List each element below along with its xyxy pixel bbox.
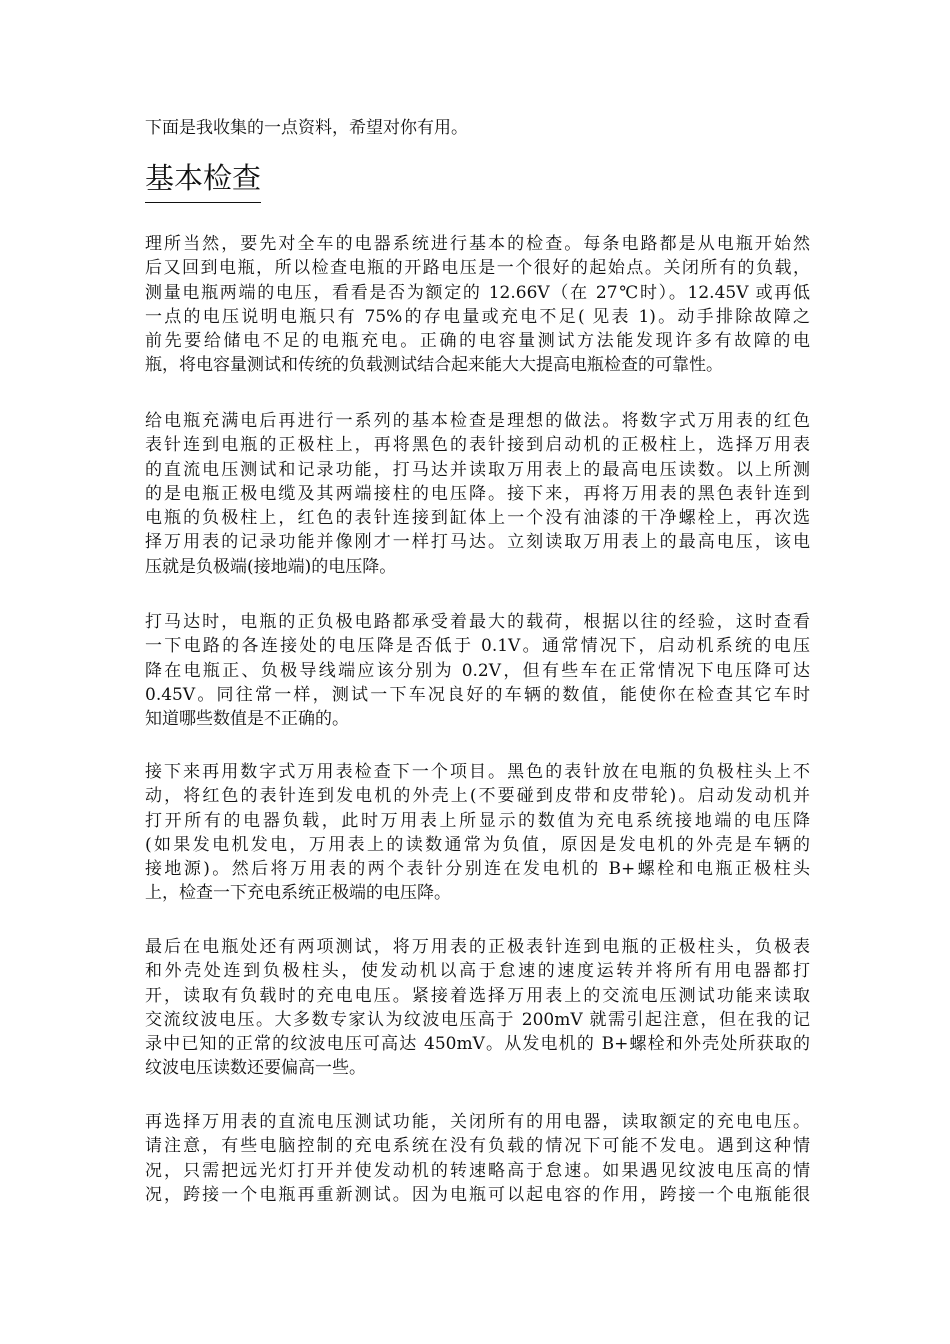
paragraph-line: (如果发电机发电，万用表上的读数通常为负值，原因是发电机的外壳是车辆的 [145,834,810,855]
paragraph-line: 理所当然，要先对全车的电器系统进行基本的检查。每条电路都是从电瓶开始然 [145,234,810,254]
paragraph-line: 接地源)。然后将万用表的两个表针分别连在发电机的 B+螺栓和电瓶正极柱头 [145,859,810,880]
paragraph-line: 动，将红色的表针连到发电机的外壳上(不要碰到皮带和皮带轮)。启动发动机并 [145,786,810,807]
paragraph-line: 一点的电压说明电瓶只有 75%的存电量或充电不足( 见表 1)。动手排除故障之 [145,306,810,327]
paragraph-5 [145,935,810,1081]
paragraph-line: 的直流电压测试和记录功能，打马达并读取万用表上的最高电压读数。以上所测 [145,459,810,480]
paragraph-line: 0.45V。同往常一样，测试一下车况良好的车辆的数值，能使你在检查其它车时 [145,684,810,705]
paragraph-line: 表针连到电瓶的正极柱上，再将黑色的表针接到启动机的正极柱上，选择万用表 [145,435,810,456]
intro-text: 下面是我收集的一点资料，希望对你有用。 [145,118,468,138]
paragraph-line: 录中已知的正常的纹波电压可高达 450mV。从发电机的 B+螺栓和外壳处所获取的 [145,1034,810,1055]
paragraph-line: 和外壳处连到负极柱头，使发动机以高于怠速的速度运转并将所有用电器都打 [145,961,810,982]
paragraph-line: 开，读取有负载时的充电电压。紧接着选择万用表上的交流电压测试功能来读取 [145,985,810,1006]
paragraph-line: 给电瓶充满电后再进行一系列的基本检查是理想的做法。将数字式万用表的红色 [145,411,810,431]
paragraph-line: 纹波电压读数还要偏高一些。 [145,1058,366,1079]
paragraph-line: 请注意，有些电脑控制的充电系统在没有负载的情况下可能不发电。遇到这种情 [145,1136,810,1157]
paragraph-line: 况，只需把远光灯打开并使发动机的转速略高于怠速。如果遇见纹波电压高的情 [145,1160,810,1181]
paragraph-line: 知道哪些数值是不正确的。 [145,709,349,730]
paragraph-line: 降在电瓶正、负极导线端应该分别为 0.2V，但有些车在正常情况下电压降可达 [145,660,810,681]
paragraph-line: 一下电路的各连接处的电压降是否低于 0.1V。通常情况下，启动机系统的电压 [145,636,810,657]
paragraph-1 [145,232,810,378]
paragraph-line: 再选择万用表的直流电压测试功能，关闭所有的用电器，读取额定的充电电压。 [145,1112,810,1132]
paragraph-line: 的是电瓶正极电缆及其两端接柱的电压降。接下来，再将万用表的黑色表针连到 [145,483,810,504]
paragraph-line: 接下来再用数字式万用表检查下一个项目。黑色的表针放在电瓶的负极柱头上不 [145,762,810,782]
paragraph-line: 择万用表的记录功能并像刚才一样打马达。立刻读取万用表上的最高电压，该电 [145,532,810,553]
paragraph-line: 电瓶的负极柱上，红色的表针连接到缸体上一个没有油漆的干净螺栓上，再次选 [145,508,810,529]
paragraph-4 [145,760,810,906]
paragraph-line: 后又回到电瓶，所以检查电瓶的开路电压是一个很好的起始点。关闭所有的负载， [145,258,810,279]
paragraph-line: 前先要给储电不足的电瓶充电。正确的电容量测试方法能发现许多有故障的电 [145,331,810,352]
paragraph-line: 交流纹波电压。大多数专家认为纹波电压高于 200mV 就需引起注意，但在我的记 [145,1009,810,1030]
paragraph-line: 打开所有的电器负载，此时万用表上所显示的数值为充电系统接地端的电压降 [145,810,810,831]
paragraph-line: 最后在电瓶处还有两项测试，将万用表的正极表针连到电瓶的正极柱头，负极表 [145,937,810,957]
paragraph-line: 打马达时，电瓶的正负极电路都承受着最大的载荷，根据以往的经验，这时查看 [145,612,810,632]
paragraph-2 [145,409,810,579]
paragraph-3 [145,610,810,731]
paragraph-line: 压就是负极端(接地端)的电压降。 [145,556,397,577]
paragraph-line: 瓶，将电容量测试和传统的负载测试结合起来能大大提高电瓶检查的可靠性。 [145,355,723,376]
paragraph-line: 上，检查一下充电系统正极端的电压降。 [145,883,451,904]
section-heading: 基本检查 [145,158,261,203]
paragraph-line: 测量电瓶两端的电压，看看是否为额定的 12.66V（在 27℃时）。12.45V 或再低 [145,282,810,303]
paragraph-line: 况，跨接一个电瓶再重新测试。因为电瓶可以起电容的作用，跨接一个电瓶能很 [145,1184,810,1205]
paragraph-6 [145,1110,810,1207]
